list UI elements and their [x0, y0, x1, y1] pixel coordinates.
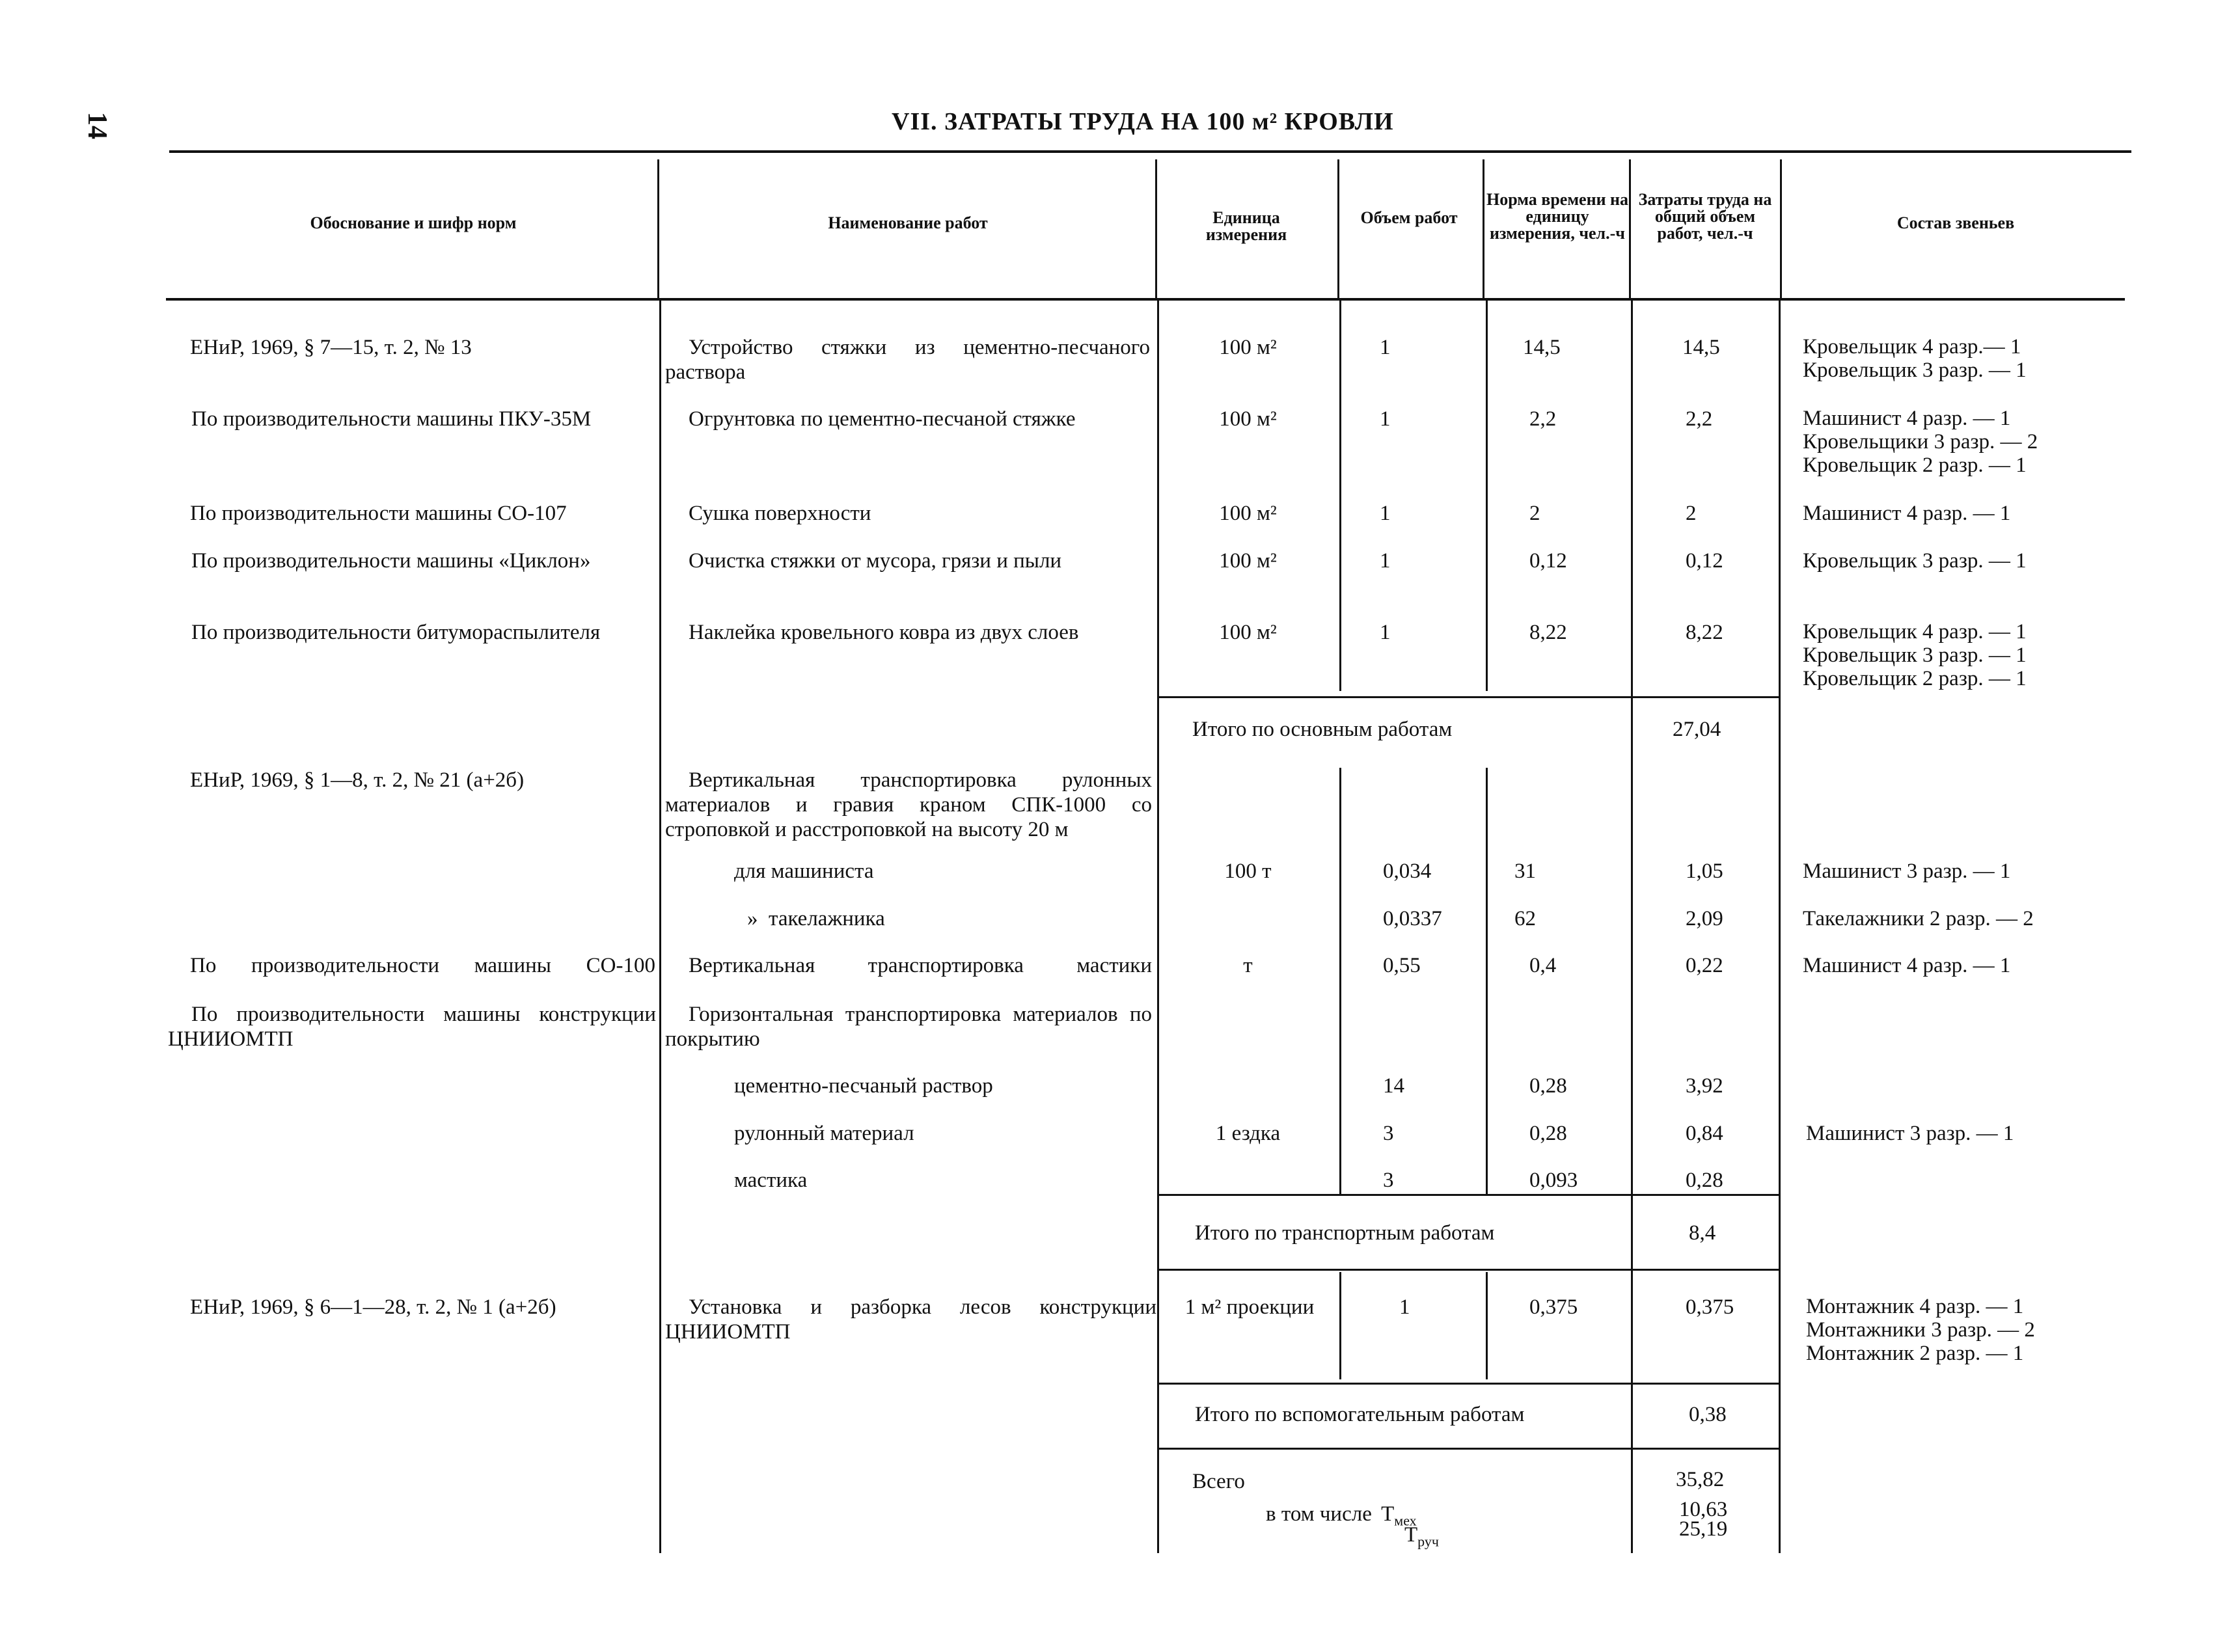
row-2-volume: 1 [1380, 407, 1391, 431]
transport-sub2-work: » такелажника [747, 907, 885, 930]
scaffold-crew: Монтажник 4 разр. — 1 Монтажники 3 разр. — 2 Монтажник 2 разр. — 1 [1806, 1295, 2035, 1365]
horiz-3-volume: 3 [1383, 1169, 1394, 1192]
horiz-2-cost: 0,84 [1686, 1122, 1723, 1145]
row-1-work: Устройство стяжки из цементно-песчаного раствора [665, 336, 1150, 384]
t-mech-value: 10,63 [1679, 1498, 1728, 1521]
mastic-volume: 0,55 [1383, 954, 1421, 977]
row-5-volume: 1 [1380, 621, 1391, 644]
row-5-basis: По производительности битумораспылителя [191, 621, 601, 644]
horiz-1-volume: 14 [1383, 1074, 1404, 1098]
header-cost: Затраты труда на общий объем работ, чел.-ч [1638, 190, 1772, 243]
horiz-work: Горизонтальная транспортировка материалов по покрытию [665, 1003, 1152, 1051]
page-title: VII. ЗАТРАТЫ ТРУДА НА 100 м² КРОВЛИ [892, 108, 1394, 135]
row-4-norm: 0,12 [1529, 549, 1567, 573]
scaffold-unit: 1 м² проекции [1184, 1295, 1315, 1319]
header-volume: Объем работ [1360, 208, 1458, 227]
horiz-3-norm: 0,093 [1529, 1169, 1578, 1192]
mastic-crew: Машинист 4 разр. — 1 [1803, 954, 2011, 977]
row-3-basis: По производительности машины СО-107 [190, 502, 567, 525]
horiz-2-unit: 1 ездка [1215, 1122, 1281, 1145]
top-rule [169, 150, 2131, 153]
scaffold-cost: 0,375 [1686, 1295, 1734, 1319]
horiz-2-work: рулонный материал [734, 1122, 914, 1145]
row-1-cost: 14,5 [1682, 336, 1720, 359]
row-5-crew: Кровельщик 4 разр. — 1 Кровельщик 3 разр. — 1 Кровельщик 2 разр. — 1 [1803, 620, 2027, 690]
row-1-unit: 100 м² [1219, 336, 1277, 359]
transport-sub2-crew: Такелажники 2 разр. — 2 [1803, 907, 2034, 930]
total-breakdown [1679, 1500, 1727, 1539]
total-incl-label: в том числе $Т_{мех}$ [1266, 1502, 1417, 1529]
header-unit: Единица измерения [1205, 208, 1287, 244]
horiz-1-work: цементно-песчаный раствор [734, 1074, 993, 1098]
scaffold-norm: 0,375 [1529, 1295, 1578, 1319]
horiz-1-norm: 0,28 [1529, 1074, 1567, 1098]
row-3-unit: 100 м² [1219, 502, 1277, 525]
horiz-2-crew: Машинист 3 разр. — 1 [1806, 1122, 2014, 1145]
row-1-norm: 14,5 [1523, 336, 1561, 359]
row-2-basis: По производительности машины ПКУ-35М [191, 407, 592, 431]
subtotal-aux-label: Итого по вспомогательным работам [1195, 1403, 1525, 1426]
row-1-crew: Кровельщик 4 разр.— 1 Кровельщик 3 разр. — 1 [1803, 335, 2027, 382]
row-4-cost: 0,12 [1686, 549, 1723, 573]
row-2-norm: 2,2 [1529, 407, 1557, 431]
row-2-crew: Машинист 4 разр. — 1 Кровельщики 3 разр. — 2 Кровельщик 2 разр. — 1 [1803, 407, 2038, 477]
total-label: Всего [1192, 1470, 1245, 1493]
transport-work: Вертикальная транспортировка рулонных материалов и гравия краном СПК-1000 со строповкой и расстроповкой на высоту 20 м [665, 768, 1152, 841]
row-2-unit: 100 м² [1219, 407, 1277, 431]
transport-sub1-crew: Машинист 3 разр. — 1 [1803, 860, 2011, 883]
row-2-cost: 2,2 [1686, 407, 1713, 431]
transport-sub1-cost: 1,05 [1686, 860, 1723, 883]
row-1-volume: 1 [1380, 336, 1391, 359]
transport-sub2-volume: 0,0337 [1383, 907, 1442, 930]
header-crew: Состав звеньев [1896, 213, 2015, 232]
horiz-3-cost: 0,28 [1686, 1169, 1723, 1192]
row-3-cost: 2 [1686, 502, 1697, 525]
horiz-1-cost: 3,92 [1686, 1074, 1723, 1098]
header-norm: Норма времени на единицу измерения, чел.-ч [1486, 190, 1629, 243]
t-man-value: 25,19 [1679, 1517, 1728, 1541]
header-rule [166, 298, 2125, 301]
row-4-crew: Кровельщик 3 разр. — 1 [1803, 549, 2027, 573]
mastic-work: Вертикальная транспортировка мастики [689, 954, 1152, 977]
row-3-norm: 2 [1529, 502, 1540, 525]
transport-sub2-norm: 62 [1514, 907, 1536, 930]
subtotal-main-value: 27,04 [1673, 718, 1721, 741]
row-5-cost: 8,22 [1686, 621, 1723, 644]
row-4-unit: 100 м² [1219, 549, 1277, 573]
transport-basis: ЕНиР, 1969, § 1—8, т. 2, № 21 (а+2б) [190, 768, 525, 792]
subtotal-aux-value: 0,38 [1689, 1403, 1727, 1426]
subtotal-transport-value: 8,4 [1689, 1221, 1716, 1245]
row-4-volume: 1 [1380, 549, 1391, 573]
horiz-basis: По производительности машины конструкции ЦНИИОМТП [168, 1003, 656, 1051]
scaffold-work: Установка и разборка лесов конструкции ЦНИИОМТП [665, 1295, 1156, 1344]
mastic-unit: т [1243, 954, 1253, 977]
total-t-man: $Т_{руч}$ [1404, 1523, 1439, 1550]
row-3-volume: 1 [1380, 502, 1391, 525]
transport-sub1-unit: 100 т [1224, 860, 1272, 883]
horiz-2-norm: 0,28 [1529, 1122, 1567, 1145]
horiz-3-work: мастика [734, 1169, 808, 1192]
transport-sub1-work: для машиниста [734, 860, 874, 883]
mastic-cost: 0,22 [1686, 954, 1723, 977]
subtotal-main-label: Итого по основным работам [1192, 718, 1453, 741]
row-2-work: Огрунтовка по цементно-песчаной стяжке [689, 407, 1076, 431]
row-3-work: Сушка поверхности [689, 502, 871, 525]
row-3-crew: Машинист 4 разр. — 1 [1803, 502, 2011, 525]
header-work: Наименование работ [828, 213, 988, 232]
transport-sub1-norm: 31 [1514, 860, 1536, 883]
subtotal-transport-label: Итого по транспортным работам [1195, 1221, 1495, 1245]
horiz-2-volume: 3 [1383, 1122, 1394, 1145]
row-4-basis: По производительности машины «Циклон» [191, 549, 591, 573]
scaffold-basis: ЕНиР, 1969, § 6—1—28, т. 2, № 1 (а+2б) [190, 1295, 556, 1319]
scaffold-volume: 1 [1399, 1295, 1410, 1319]
row-5-norm: 8,22 [1529, 621, 1567, 644]
transport-sub1-volume: 0,034 [1383, 860, 1432, 883]
mastic-norm: 0,4 [1529, 954, 1557, 977]
page-number: 14 [82, 112, 112, 139]
row-4-work: Очистка стяжки от мусора, грязи и пыли [689, 549, 1062, 573]
header-basis: Обоснование и шифр норм [310, 213, 517, 232]
row-5-unit: 100 м² [1219, 621, 1277, 644]
row-5-work: Наклейка кровельного ковра из двух слоев [689, 621, 1079, 644]
transport-sub2-cost: 2,09 [1686, 907, 1723, 930]
row-1-basis: ЕНиР, 1969, § 7—15, т. 2, № 13 [190, 336, 472, 359]
total-value: 35,82 [1676, 1468, 1725, 1491]
mastic-basis: По производительности машины СО-100 [190, 954, 655, 977]
